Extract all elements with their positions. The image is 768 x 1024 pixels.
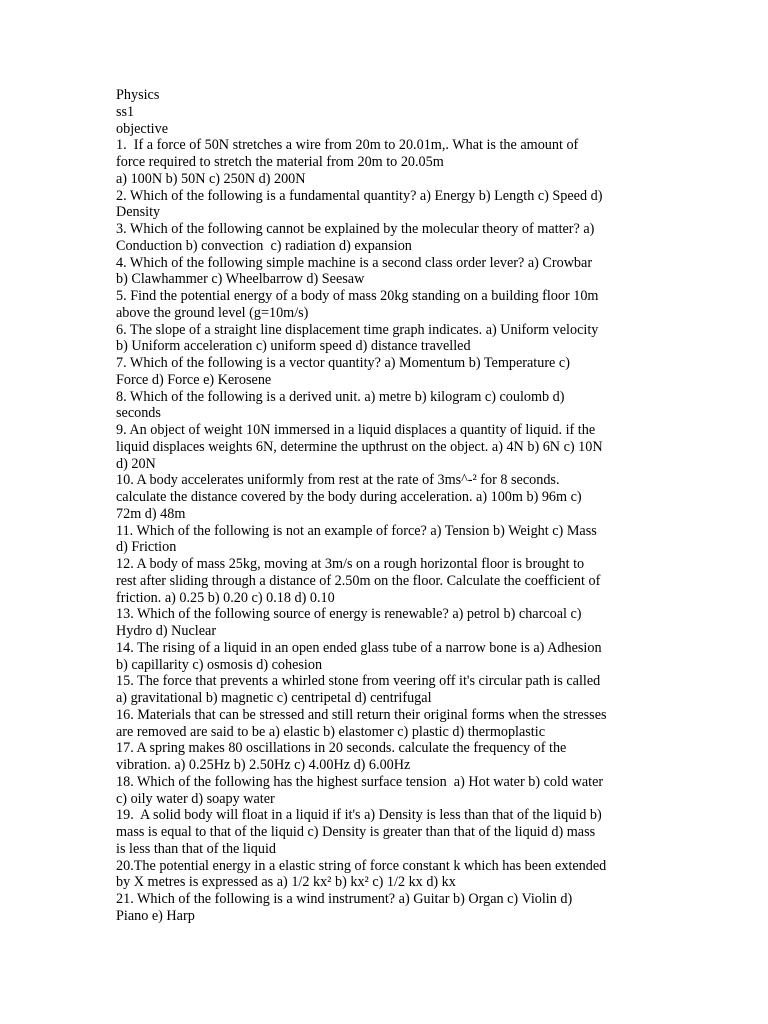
question-6-line-2: b) Uniform acceleration c) uniform speed d) distance travelled: [116, 338, 471, 355]
question-13-line-1: 13. Which of the following source of energy is renewable? a) petrol b) charcoal c): [116, 606, 582, 623]
question-5-line-1: 5. Find the potential energy of a body of mass 20kg standing on a building floor 10m: [116, 288, 599, 304]
question-12-line-2: rest after sliding through a distance of 2.50m on the floor. Calculate the coefficient of: [116, 572, 601, 589]
question-3-line-2: Conduction b) convection c) radiation d) expansion: [116, 237, 412, 254]
section-label: objective: [116, 120, 168, 137]
question-11-line-1: 11. Which of the following is not an example of force? a) Tension b) Weight c) Mass: [116, 522, 597, 539]
question-7-line-2: Force d) Force e) Kerosene: [116, 371, 272, 388]
question-18-line-1: 18. Which of the following has the highest surface tension a) Hot water b) cold water: [116, 773, 604, 790]
question-21-line-1: 21. Which of the following is a wind instrument? a) Guitar b) Organ c) Violin d): [116, 891, 573, 907]
question-1-line-1: 1. If a force of 50N stretches a wire from 20m to 20.01m,. What is the amount of: [116, 137, 579, 154]
question-20-line-1: 20.The potential energy in a elastic string of force constant k which has been extended: [116, 857, 607, 874]
question-5-line-2: above the ground level (g=10m/s): [116, 304, 309, 321]
question-19-line-1: 19. A solid body will float in a liquid if it's a) Density is less than that of the liquid b): [116, 807, 602, 824]
question-10-line-2: calculate the distance covered by the body during acceleration. a) 100m b) 96m c): [116, 489, 582, 505]
question-17-line-2: vibration. a) 0.25Hz b) 2.50Hz c) 4.00Hz d) 6.00Hz: [116, 757, 411, 773]
class-label: ss1: [116, 103, 135, 120]
document-page: [116, 87, 656, 925]
question-10-line-3: 72m d) 48m: [116, 505, 186, 522]
question-1-options: a) 100N b) 50N c) 250N d) 200N: [116, 170, 306, 187]
question-6-line-1: 6. The slope of a straight line displacement time graph indicates. a) Uniform velocity: [116, 321, 599, 338]
question-13-line-2: Hydro d) Nuclear: [116, 623, 217, 639]
question-2-line-2: Density: [116, 204, 161, 221]
question-12-line-3: friction. a) 0.25 b) 0.20 c) 0.18 d) 0.10: [116, 589, 335, 606]
question-9-line-1: 9. An object of weight 10N immersed in a liquid displaces a quantity of liquid. if the: [116, 422, 596, 438]
question-21-line-2: Piano e) Harp: [116, 907, 195, 924]
question-9-line-2: liquid displaces weights 6N, determine the upthrust on the object. a) 4N b) 6N c) 10N: [116, 438, 603, 455]
question-8-line-1: 8. Which of the following is a derived unit. a) metre b) kilogram c) coulomb d): [116, 388, 565, 405]
question-16-line-2: are removed are said to be a) elastic b) elastomer c) plastic d) thermoplastic: [116, 723, 545, 740]
question-12-line-1: 12. A body of mass 25kg, moving at 3m/s on a rough horizontal floor is brought to: [116, 556, 585, 572]
question-20-line-2: by X metres is expressed as a) 1/2 kx² b) kx² c) 1/2 kx d) kx: [116, 874, 456, 891]
question-3-line-1: 3. Which of the following cannot be explained by the molecular theory of matter? a): [116, 221, 595, 237]
question-17-line-1: 17. A spring makes 80 oscillations in 20 seconds. calculate the frequency of the: [116, 740, 567, 757]
question-16-line-1: 16. Materials that can be stressed and still return their original forms when the stresses: [116, 706, 607, 723]
question-8-line-2: seconds: [116, 405, 161, 422]
question-18-line-2: c) oily water d) soapy water: [116, 790, 275, 807]
question-15-line-1: 15. The force that prevents a whirled stone from veering off it's circular path is called: [116, 673, 601, 690]
question-14-line-1: 14. The rising of a liquid in an open ended glass tube of a narrow bone is a) Adhesion: [116, 639, 602, 656]
question-10-line-1: 10. A body accelerates uniformly from rest at the rate of 3ms^-² for 8 seconds.: [116, 472, 560, 489]
question-19-line-3: is less than that of the liquid: [116, 840, 276, 857]
subject-title: Physics: [116, 87, 160, 103]
question-11-line-2: d) Friction: [116, 539, 177, 556]
question-19-line-2: mass is equal to that of the liquid c) Density is greater than that of the liquid d) mass: [116, 824, 596, 840]
question-15-line-2: a) gravitational b) magnetic c) centripetal d) centrifugal: [116, 690, 432, 706]
question-4-line-2: b) Clawhammer c) Wheelbarrow d) Seesaw: [116, 271, 365, 288]
question-7-line-1: 7. Which of the following is a vector quantity? a) Momentum b) Temperature c): [116, 355, 570, 371]
question-14-line-2: b) capillarity c) osmosis d) cohesion: [116, 656, 323, 673]
question-2-line-1: 2. Which of the following is a fundamental quantity? a) Energy b) Length c) Speed d): [116, 187, 603, 204]
question-1-line-2: force required to stretch the material from 20m to 20.05m: [116, 154, 444, 170]
question-4-line-1: 4. Which of the following simple machine is a second class order lever? a) Crowbar: [116, 254, 593, 271]
question-9-line-3: d) 20N: [116, 455, 156, 472]
